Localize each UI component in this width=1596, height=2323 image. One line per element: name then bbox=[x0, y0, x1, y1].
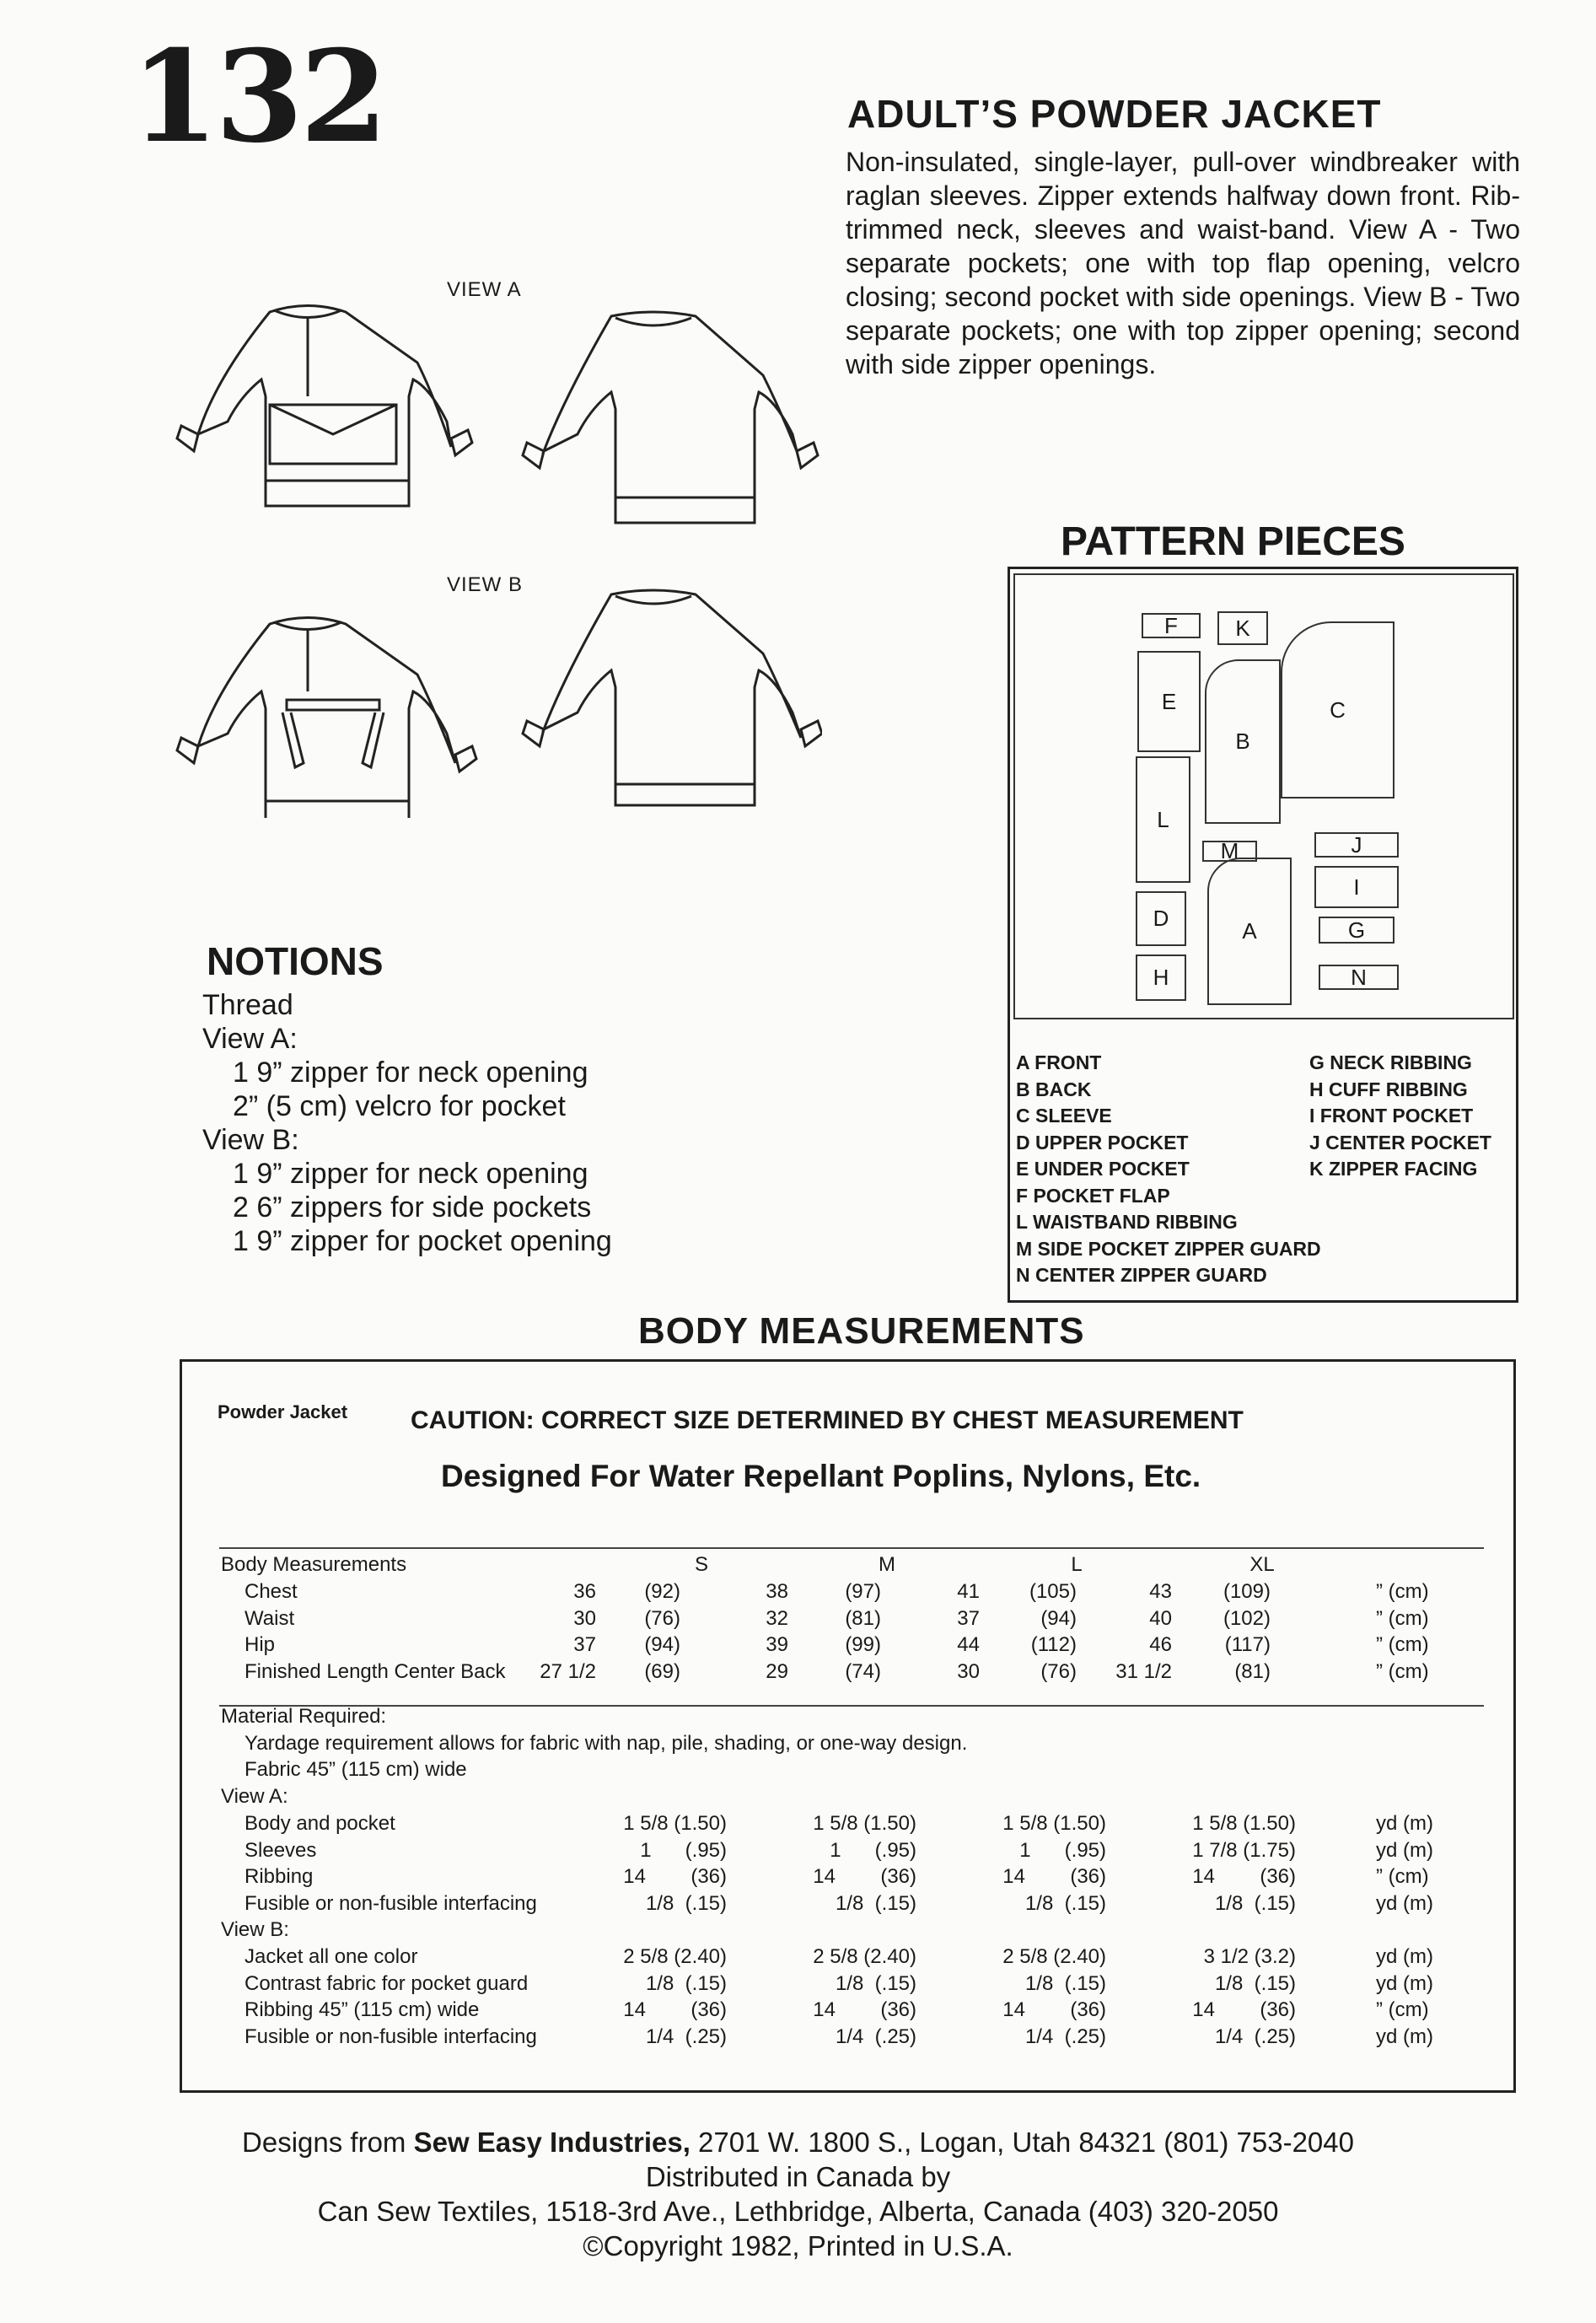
row-value: 1 (.95) bbox=[640, 1838, 727, 1862]
row-value: 1 5/8 (1.50) bbox=[1192, 1812, 1296, 1835]
footer-line-3: Can Sew Textiles, 1518-3rd Ave., Lethbridge, Alberta, Canada (403) 320-2050 bbox=[317, 2196, 1279, 2227]
row-value: 37 bbox=[573, 1633, 596, 1656]
footer-line-1-post: 2701 W. 1800 S., Logan, Utah 84321 (801) 753-2040 bbox=[690, 2127, 1354, 2158]
legend-item: E UNDER POCKET bbox=[1016, 1158, 1190, 1180]
row-value: (76) bbox=[644, 1606, 680, 1630]
piece-g: G bbox=[1319, 917, 1394, 944]
row-value: 3 1/2 (3.2) bbox=[1203, 1945, 1296, 1968]
size-header: L bbox=[1071, 1553, 1083, 1576]
row-value: 1/4 (.25) bbox=[645, 2025, 727, 2048]
row-label: Ribbing 45” (115 cm) wide bbox=[245, 1998, 480, 2021]
row-value: 1/4 (.25) bbox=[1214, 2025, 1296, 2048]
row-value: (109) bbox=[1223, 1580, 1271, 1603]
notion-view-a: View A: bbox=[202, 1023, 298, 1055]
material-view-a: View A: bbox=[221, 1785, 288, 1808]
row-value: (105) bbox=[1029, 1580, 1077, 1603]
row-label: Waist bbox=[245, 1606, 295, 1630]
piece-b: B bbox=[1205, 659, 1281, 824]
size-header: S bbox=[694, 1553, 708, 1576]
row-label: Finished Length Center Back bbox=[245, 1659, 506, 1683]
row-value: (102) bbox=[1223, 1606, 1271, 1630]
row-value: (81) bbox=[845, 1606, 881, 1630]
footer-company: Sew Easy Industries, bbox=[413, 2127, 691, 2158]
row-unit: ” (cm) bbox=[1376, 1865, 1429, 1888]
material-title: Material Required: bbox=[221, 1705, 387, 1728]
description: Non-insulated, single-layer, pull-over windbreaker with raglan sleeves. Zipper extends halfway down front. Rib-trimmed neck, sleeves and waist-band. View A - Two separate pockets; one with top flap opening, velcro closing; second pocket with side openings. View B - Two separate pockets; one with top zipper opening; second with side zipper openings. bbox=[846, 147, 1520, 379]
row-value: 1 5/8 (1.50) bbox=[813, 1812, 916, 1835]
row-value: 1 5/8 (1.50) bbox=[1002, 1812, 1106, 1835]
designed-for: Designed For Water Repellant Poplins, Nylons, Etc. bbox=[441, 1459, 1201, 1493]
pattern-layout bbox=[1013, 573, 1514, 1019]
footer-line-1 bbox=[0, 2125, 1596, 2159]
notion-item: 2 6” zippers for side pockets bbox=[233, 1191, 592, 1223]
legend-item: F POCKET FLAP bbox=[1016, 1184, 1170, 1207]
notion-view-b: View B: bbox=[202, 1124, 299, 1156]
row-value: (117) bbox=[1224, 1633, 1271, 1656]
legend-item: K ZIPPER FACING bbox=[1309, 1158, 1478, 1180]
view-a-label: VIEW A bbox=[447, 278, 522, 301]
legend-item: G NECK RIBBING bbox=[1309, 1051, 1472, 1073]
yardage-note: Yardage requirement allows for fabric with nap, pile, shading, or one-way design. bbox=[245, 1732, 968, 1755]
row-value: 2 5/8 (2.40) bbox=[813, 1945, 916, 1968]
row-value: 1 (.95) bbox=[1019, 1838, 1106, 1862]
row-value: 40 bbox=[1149, 1606, 1172, 1630]
piece-j: J bbox=[1314, 832, 1399, 858]
caution-text: CAUTION: CORRECT SIZE DETERMINED BY CHEST MEASUREMENT bbox=[411, 1406, 1244, 1434]
divider bbox=[219, 1547, 1484, 1549]
legend-item: J CENTER POCKET bbox=[1309, 1131, 1491, 1153]
piece-m: M bbox=[1202, 841, 1257, 862]
row-value: 1/8 (.15) bbox=[835, 1891, 916, 1915]
legend-item: A FRONT bbox=[1016, 1051, 1102, 1073]
row-unit: yd (m) bbox=[1376, 1812, 1433, 1835]
row-value: 2 5/8 (2.40) bbox=[1002, 1945, 1106, 1968]
row-value: 14 (36) bbox=[1192, 1865, 1296, 1888]
row-value: 43 bbox=[1149, 1580, 1172, 1603]
row-value: 44 bbox=[957, 1633, 980, 1656]
footer-line-1-pre: Designs from bbox=[242, 2127, 414, 2158]
body-measurements-title: BODY MEASUREMENTS bbox=[638, 1310, 1085, 1352]
notions-title: NOTIONS bbox=[207, 939, 384, 983]
pattern-legend-left bbox=[1016, 1050, 1321, 1289]
piece-f: F bbox=[1142, 613, 1201, 638]
piece-a: A bbox=[1207, 858, 1292, 1005]
legend-item: L WAISTBAND RIBBING bbox=[1016, 1211, 1238, 1233]
notion-item: 1 9” zipper for pocket opening bbox=[233, 1225, 612, 1257]
row-value: 14 (36) bbox=[623, 1865, 727, 1888]
row-value: 41 bbox=[957, 1580, 980, 1603]
row-value: (92) bbox=[644, 1580, 680, 1603]
view-b-back-sketch bbox=[523, 590, 822, 805]
size-header: M bbox=[879, 1553, 895, 1576]
row-label: Hip bbox=[245, 1633, 276, 1656]
legend-item: C SLEEVE bbox=[1016, 1105, 1112, 1127]
jacket-illustrations bbox=[164, 295, 822, 818]
row-unit: yd (m) bbox=[1376, 2025, 1433, 2048]
notion-item: 1 9” zipper for neck opening bbox=[233, 1158, 588, 1190]
row-value: 2 5/8 (2.40) bbox=[623, 1945, 727, 1968]
row-label: Body and pocket bbox=[245, 1812, 395, 1835]
row-value: 14 (36) bbox=[1002, 1998, 1106, 2021]
product-name: Powder Jacket bbox=[218, 1401, 348, 1422]
fabric-width: Fabric 45” (115 cm) wide bbox=[245, 1758, 467, 1781]
view-a-front-sketch bbox=[177, 306, 472, 507]
row-value: (94) bbox=[1040, 1606, 1077, 1630]
piece-e: E bbox=[1137, 651, 1201, 752]
material-view-b: View B: bbox=[221, 1918, 289, 1941]
row-label: Chest bbox=[245, 1580, 298, 1603]
table-header-label: Body Measurements bbox=[221, 1553, 407, 1576]
piece-i: I bbox=[1314, 866, 1399, 908]
legend-item: B BACK bbox=[1016, 1078, 1092, 1100]
row-value: (99) bbox=[845, 1633, 881, 1656]
piece-h: H bbox=[1136, 954, 1186, 1001]
row-value: 30 bbox=[957, 1659, 980, 1683]
piece-l: L bbox=[1136, 756, 1190, 883]
view-b-front-sketch bbox=[177, 618, 476, 819]
row-label: Fusible or non-fusible interfacing bbox=[245, 1891, 537, 1915]
legend-item: H CUFF RIBBING bbox=[1309, 1078, 1468, 1100]
footer-line-2: Distributed in Canada by bbox=[645, 2161, 951, 2192]
row-value: (97) bbox=[845, 1580, 881, 1603]
notion-item: 2” (5 cm) velcro for pocket bbox=[233, 1090, 566, 1122]
row-value: 1/8 (.15) bbox=[1214, 1971, 1296, 1995]
row-value: 36 bbox=[573, 1580, 596, 1603]
row-value: (69) bbox=[644, 1659, 680, 1683]
row-unit: ” (cm) bbox=[1376, 1633, 1429, 1656]
row-value: 1/4 (.25) bbox=[835, 2025, 916, 2048]
row-value: 30 bbox=[573, 1606, 596, 1630]
row-value: 31 1/2 bbox=[1115, 1659, 1172, 1683]
pattern-legend-right bbox=[1309, 1050, 1491, 1183]
row-value: 14 (36) bbox=[813, 1865, 916, 1888]
row-value: 27 1/2 bbox=[540, 1659, 596, 1683]
row-label: Sleeves bbox=[245, 1838, 317, 1862]
row-value: 14 (36) bbox=[623, 1998, 727, 2021]
piece-k: K bbox=[1217, 611, 1268, 645]
row-value: 14 (36) bbox=[1002, 1865, 1106, 1888]
page-title: ADULT’S POWDER JACKET bbox=[847, 92, 1382, 136]
row-value: 1 5/8 (1.50) bbox=[623, 1812, 727, 1835]
row-value: 1/8 (.15) bbox=[1214, 1891, 1296, 1915]
row-value: (94) bbox=[644, 1633, 680, 1656]
row-value: 1/8 (.15) bbox=[1024, 1971, 1106, 1995]
row-label: Jacket all one color bbox=[245, 1945, 418, 1968]
view-b-label: VIEW B bbox=[447, 573, 524, 596]
row-unit: ” (cm) bbox=[1376, 1606, 1429, 1630]
row-value: 46 bbox=[1149, 1633, 1172, 1656]
row-label: Fusible or non-fusible interfacing bbox=[245, 2025, 537, 2048]
row-value: 29 bbox=[766, 1659, 788, 1683]
row-value: 14 (36) bbox=[1192, 1998, 1296, 2021]
footer-line-4: ©Copyright 1982, Printed in U.S.A. bbox=[583, 2230, 1013, 2261]
footer bbox=[0, 2125, 1596, 2263]
pattern-pieces-title: PATTERN PIECES bbox=[1061, 519, 1405, 564]
piece-c: C bbox=[1281, 621, 1394, 799]
row-value: (76) bbox=[1040, 1659, 1077, 1683]
row-unit: yd (m) bbox=[1376, 1838, 1433, 1862]
row-value: 39 bbox=[766, 1633, 788, 1656]
piece-n: N bbox=[1319, 965, 1399, 990]
legend-item: I FRONT POCKET bbox=[1309, 1105, 1474, 1127]
row-value: (81) bbox=[1234, 1659, 1271, 1683]
notions-list bbox=[202, 988, 612, 1258]
row-value: 1/8 (.15) bbox=[645, 1891, 727, 1915]
row-label: Ribbing bbox=[245, 1865, 314, 1888]
row-value: 32 bbox=[766, 1606, 788, 1630]
row-value: 1/8 (.15) bbox=[835, 1971, 916, 1995]
row-unit: ” (cm) bbox=[1376, 1580, 1429, 1603]
legend-item: M SIDE POCKET ZIPPER GUARD bbox=[1016, 1237, 1321, 1260]
row-unit: ” (cm) bbox=[1376, 1659, 1429, 1683]
row-value: 14 (36) bbox=[813, 1998, 916, 2021]
row-value: 1/8 (.15) bbox=[645, 1971, 727, 1995]
row-label: Contrast fabric for pocket guard bbox=[245, 1971, 529, 1995]
row-value: (112) bbox=[1030, 1633, 1077, 1656]
row-unit: yd (m) bbox=[1376, 1891, 1433, 1915]
row-value: 38 bbox=[766, 1580, 788, 1603]
row-unit: ” (cm) bbox=[1376, 1998, 1429, 2021]
row-unit: yd (m) bbox=[1376, 1971, 1433, 1995]
notion-item: 1 9” zipper for neck opening bbox=[233, 1057, 588, 1089]
row-value: 1 (.95) bbox=[830, 1838, 916, 1862]
row-value: (74) bbox=[845, 1659, 881, 1683]
size-header: XL bbox=[1249, 1553, 1275, 1576]
row-unit: yd (m) bbox=[1376, 1945, 1433, 1968]
notion-thread: Thread bbox=[202, 989, 293, 1021]
row-value: 1 7/8 (1.75) bbox=[1192, 1838, 1296, 1862]
view-a-back-sketch bbox=[523, 312, 818, 523]
row-value: 1/4 (.25) bbox=[1024, 2025, 1106, 2048]
legend-item: N CENTER ZIPPER GUARD bbox=[1016, 1264, 1267, 1286]
legend-item: D UPPER POCKET bbox=[1016, 1131, 1189, 1153]
pattern-number: 132 bbox=[131, 23, 385, 171]
measurement-table bbox=[221, 1551, 1486, 2057]
piece-d: D bbox=[1136, 891, 1186, 946]
row-value: 37 bbox=[957, 1606, 980, 1630]
row-value: 1/8 (.15) bbox=[1024, 1891, 1106, 1915]
